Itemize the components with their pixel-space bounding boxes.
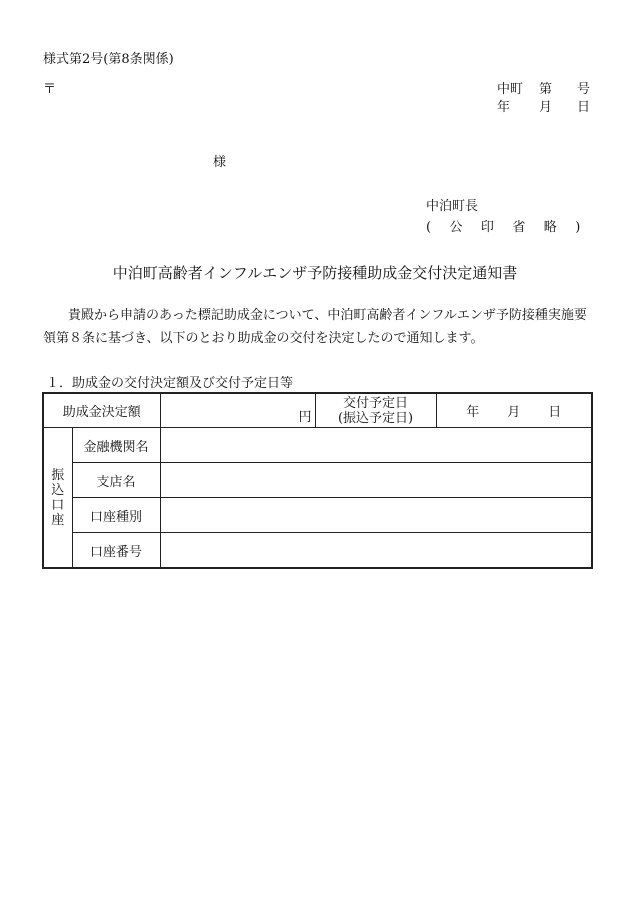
form-number: 様式第2号(第8条関係) (43, 52, 174, 67)
date-month-unit: 月 (507, 405, 521, 420)
decision-amount-field[interactable] (160, 393, 315, 428)
bank-name-row (43, 428, 592, 463)
scheduled-date-label (315, 393, 436, 428)
decision-amount-label: 助成金決定額 (43, 393, 160, 428)
account-type-row (43, 498, 592, 533)
transfer-account-char: 振 (51, 467, 65, 483)
account-type-label: 口座種別 (72, 498, 160, 533)
doc-date-month: 月 (539, 100, 553, 115)
doc-number-dai: 第 (539, 82, 553, 97)
doc-date-day: 日 (577, 100, 591, 115)
scheduled-date-field[interactable] (436, 393, 592, 428)
body-line-1: 貴殿から申請のあった標記助成金について、中泊町高齢者インフルエンザ予防接種実施要 (68, 308, 587, 323)
scheduled-date-text: 交付予定日 (343, 395, 409, 411)
page-title: 中泊町高齢者インフルエンザ予防接種助成金交付決定通知書 (112, 264, 518, 282)
recipient-suffix: 様 (213, 155, 227, 170)
account-type-field[interactable] (160, 498, 592, 533)
date-day-unit: 日 (548, 405, 562, 420)
account-number-row (43, 533, 592, 569)
section-heading: １．助成金の交付決定額及び交付予定日等 (46, 376, 294, 391)
doc-number-gou: 号 (577, 82, 591, 97)
seal-note: ( 公 印 省 略 ) (426, 220, 588, 235)
subsidy-table (42, 392, 593, 569)
transfer-account-char: 座 (51, 512, 65, 528)
transfer-date-text: (振込予定日) (337, 410, 414, 426)
body-line-2: 領第８条に基づき、以下のとおり助成金の交付を決定したので通知します。 (43, 331, 484, 346)
bank-name-label: 金融機関名 (72, 428, 160, 463)
postal-mark: 〒 (43, 82, 57, 97)
account-number-field[interactable] (160, 533, 592, 569)
transfer-account-label (43, 428, 72, 569)
date-year-unit: 年 (466, 405, 480, 420)
doc-date-year: 年 (497, 100, 511, 115)
account-number-label: 口座番号 (72, 533, 160, 569)
decision-row (43, 393, 592, 428)
issuer-name: 中泊町長 (426, 199, 479, 214)
yen-unit: 円 (298, 410, 312, 425)
doc-number-prefix: 中町 (497, 82, 524, 97)
bank-name-field[interactable] (160, 428, 592, 463)
branch-name-field[interactable] (160, 463, 592, 498)
branch-name-label: 支店名 (72, 463, 160, 498)
transfer-account-char: 口 (51, 497, 65, 513)
transfer-account-char: 込 (51, 482, 65, 498)
branch-row (43, 463, 592, 498)
